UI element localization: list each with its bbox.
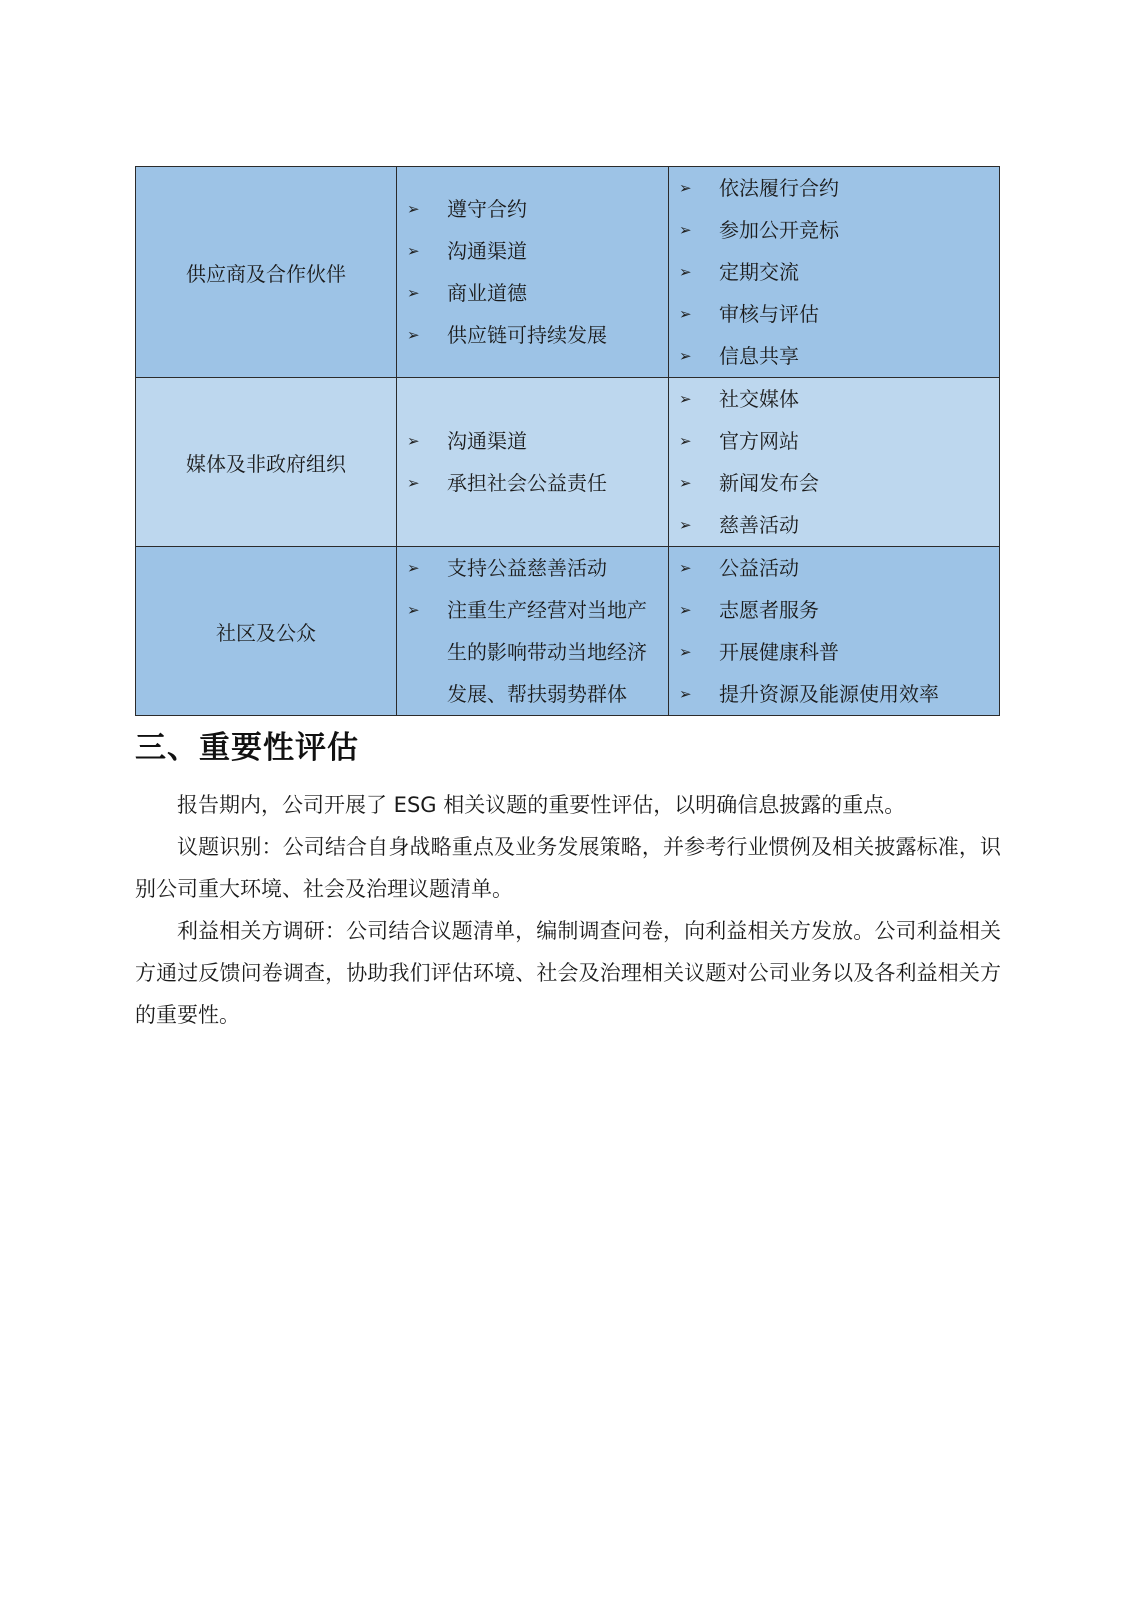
- arrowhead-bullet-icon: ➢: [679, 559, 692, 577]
- list-item: ➢ 沟通渠道: [407, 230, 660, 272]
- arrowhead-bullet-icon: ➢: [679, 390, 692, 408]
- arrowhead-bullet-icon: ➢: [407, 559, 420, 577]
- channels-list: [669, 378, 999, 546]
- arrowhead-bullet-icon: ➢: [407, 284, 420, 302]
- table-row: [136, 378, 1000, 547]
- list-item: ➢ 注重生产经营对当地产生的影响带动当地经济发展、帮扶弱势群体: [407, 589, 660, 715]
- section-heading: 三、重要性评估: [135, 730, 359, 766]
- channels-list: [669, 167, 999, 377]
- list-item: ➢ 遵守合约: [407, 188, 660, 230]
- table-row: [136, 547, 1000, 716]
- concerns-list: [397, 547, 668, 715]
- arrowhead-bullet-icon: ➢: [407, 242, 420, 260]
- list-item: ➢ 信息共享: [679, 335, 991, 377]
- stakeholder-name: 媒体及非政府组织: [136, 378, 397, 547]
- concerns-list: [397, 420, 668, 504]
- stakeholder-name: 供应商及合作伙伴: [136, 167, 397, 378]
- arrowhead-bullet-icon: ➢: [407, 432, 420, 450]
- channels-cell: [669, 547, 1000, 716]
- list-item: ➢ 承担社会公益责任: [407, 462, 660, 504]
- list-item: ➢ 公益活动: [679, 547, 991, 589]
- list-item: ➢ 参加公开竞标: [679, 209, 991, 251]
- stakeholder-name: 社区及公众: [136, 547, 397, 716]
- concerns-cell: [397, 547, 669, 716]
- arrowhead-bullet-icon: ➢: [679, 516, 692, 534]
- arrowhead-bullet-icon: ➢: [679, 601, 692, 619]
- stakeholder-table: [135, 166, 1000, 716]
- list-item: ➢ 开展健康科普: [679, 631, 991, 673]
- arrowhead-bullet-icon: ➢: [407, 601, 420, 619]
- paragraph: 报告期内，公司开展了 ESG 相关议题的重要性评估，以明确信息披露的重点。: [177, 793, 906, 817]
- concerns-list: [397, 188, 668, 356]
- arrowhead-bullet-icon: ➢: [407, 326, 420, 344]
- concerns-cell: [397, 378, 669, 547]
- paragraph: 议题识别：公司结合自身战略重点及业务发展策略，并参考行业惯例及相关披露标准，识别公司重大环境、社会及治理议题清单。: [135, 835, 1001, 901]
- table-row: [136, 167, 1000, 378]
- arrowhead-bullet-icon: ➢: [679, 643, 692, 661]
- list-item: ➢ 商业道德: [407, 272, 660, 314]
- list-item: ➢ 志愿者服务: [679, 589, 991, 631]
- concerns-cell: [397, 167, 669, 378]
- arrowhead-bullet-icon: ➢: [679, 305, 692, 323]
- list-item: ➢ 沟通渠道: [407, 420, 660, 462]
- channels-cell: [669, 167, 1000, 378]
- paragraph: 利益相关方调研：公司结合议题清单，编制调查问卷，向利益相关方发放。公司利益相关方通过反馈问卷调查，协助我们评估环境、社会及治理相关议题对公司业务以及各利益相关方的重要性。: [135, 919, 1001, 1027]
- list-item: ➢ 慈善活动: [679, 504, 991, 546]
- arrowhead-bullet-icon: ➢: [679, 432, 692, 450]
- arrowhead-bullet-icon: ➢: [679, 179, 692, 197]
- arrowhead-bullet-icon: ➢: [679, 221, 692, 239]
- list-item: ➢ 审核与评估: [679, 293, 991, 335]
- channels-list: [669, 547, 999, 715]
- arrowhead-bullet-icon: ➢: [679, 474, 692, 492]
- list-item: ➢ 新闻发布会: [679, 462, 991, 504]
- list-item: ➢ 供应链可持续发展: [407, 314, 660, 356]
- arrowhead-bullet-icon: ➢: [679, 347, 692, 365]
- arrowhead-bullet-icon: ➢: [679, 263, 692, 281]
- arrowhead-bullet-icon: ➢: [679, 685, 692, 703]
- list-item: ➢ 支持公益慈善活动: [407, 547, 660, 589]
- list-item: ➢ 提升资源及能源使用效率: [679, 673, 991, 715]
- list-item: ➢ 社交媒体: [679, 378, 991, 420]
- list-item: ➢ 官方网站: [679, 420, 991, 462]
- arrowhead-bullet-icon: ➢: [407, 474, 420, 492]
- list-item: ➢ 依法履行合约: [679, 167, 991, 209]
- arrowhead-bullet-icon: ➢: [407, 200, 420, 218]
- list-item: ➢ 定期交流: [679, 251, 991, 293]
- channels-cell: [669, 378, 1000, 547]
